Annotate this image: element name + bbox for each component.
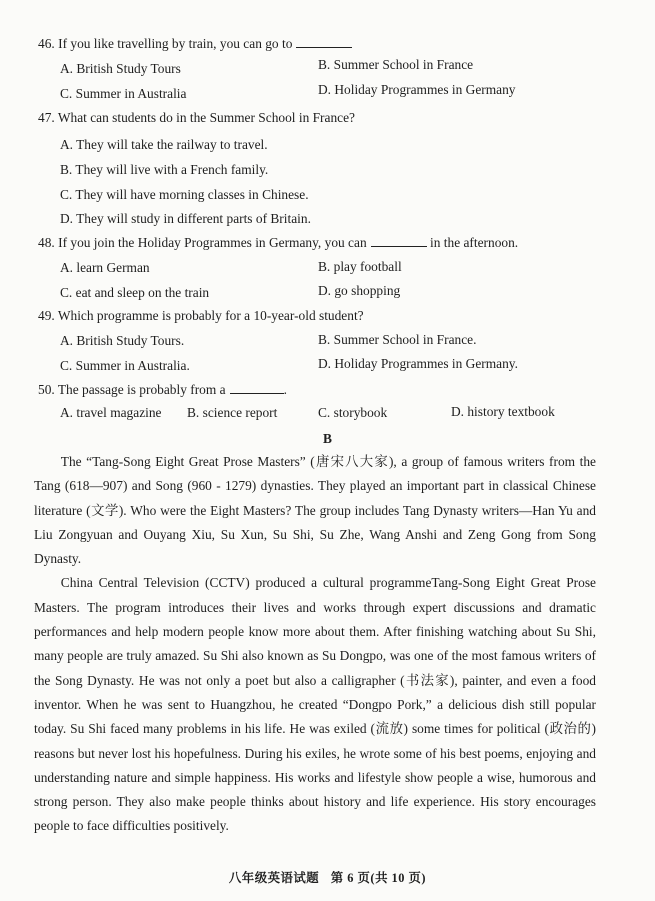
option-a: A. British Study Tours <box>60 61 181 76</box>
answer-blank <box>230 383 284 394</box>
option-c: C. eat and sleep on the train <box>60 285 210 300</box>
option-a: A. British Study Tours. <box>60 333 185 348</box>
option-d: D. history textbook <box>451 404 555 419</box>
footer-subject: 八年级英语试题 <box>228 871 320 885</box>
option-a: A. learn German <box>60 260 150 275</box>
option-d: D. Holiday Programmes in Germany. <box>318 356 518 371</box>
passage-paragraph: China Central Television (CCTV) produced a cultural programmeTang-Song Eight Great Prose Masters. The program introduces their lives and works through expert discussions and dramatic performances and help modern people know more about them. After finishing watching about Su Shi, many people are truly amazed. Su Shi also known as Su Dongpo, was one of the most famous writers of the Song Dynasty. He was not only a poet but also a calligrapher (书法家), painter, and even a food inventor. When he was sent to Huangzhou, he created “Dongpo Pork,” a delicious dish still popular today. Su Shi faced many problems in his life. He was exiled (流放) some times for political (政治的) reasons but never lost his hopefulness. During his exiles, he wrote some of his best poems, enjoying and understanding nature and simple happiness. His works and lifestyle show people a wise, humorous and strong person. They also make people thinks about history and life experience. His story encourages people to face difficulties positively. <box>34 575 596 834</box>
section-heading: B <box>323 431 332 446</box>
question-46 <box>38 36 352 52</box>
question-number: 47. <box>38 110 55 125</box>
option-c: C. Summer in Australia <box>60 86 187 101</box>
option-c: C. Summer in Australia. <box>60 358 190 373</box>
option-a: A. travel magazine <box>60 405 162 420</box>
question-text: Which programme is probably for a 10-year-old student? <box>57 308 364 323</box>
option-a: A. They will take the railway to travel. <box>60 137 268 152</box>
question-48 <box>38 235 518 251</box>
option-b: B. Summer School in France. <box>318 332 477 347</box>
question-tail: . <box>283 382 287 397</box>
option-d: D. Holiday Programmes in Germany <box>318 82 516 97</box>
reading-passage <box>34 450 596 839</box>
footer-page-number: 第 6 页(共 10 页) <box>330 871 427 885</box>
question-number: 48. <box>38 235 55 250</box>
option-d: D. They will study in different parts of Britain. <box>60 211 311 226</box>
question-47 <box>38 110 355 126</box>
question-text: If you join the Holiday Programmes in Germany, you can <box>58 235 367 250</box>
question-49 <box>38 308 364 324</box>
question-tail: in the afternoon. <box>430 235 519 250</box>
option-d: D. go shopping <box>318 283 401 298</box>
option-b: B. Summer School in France <box>318 57 474 72</box>
question-text: What can students do in the Summer School in France? <box>57 110 355 125</box>
page-footer <box>0 868 655 886</box>
option-c: C. They will have morning classes in Chinese. <box>60 187 309 202</box>
question-50 <box>38 382 287 398</box>
answer-blank <box>296 37 352 48</box>
option-b: B. They will live with a French family. <box>60 162 269 177</box>
passage-paragraph: The “Tang-Song Eight Great Prose Masters” (唐宋八大家), a group of famous writers from the Tang (618—907) and Song (960 - 1279) dynasties. They played an important part in classical Chinese literature (文学). Who were the Eight Masters? The group includes Tang Dynasty writers—Han Yu and Liu Zongyuan and Ouyang Xiu, Su Xun, Su Shi, Su Zhe, Wang Anshi and Zeng Gong from Song Dynasty. <box>34 454 596 567</box>
question-number: 50. <box>38 382 55 397</box>
option-b: B. science report <box>187 405 278 420</box>
question-number: 49. <box>38 308 55 323</box>
question-text: The passage is probably from a <box>57 382 226 397</box>
answer-blank <box>371 236 427 247</box>
option-b: B. play football <box>318 259 402 274</box>
question-number: 46. <box>38 36 55 51</box>
option-c: C. storybook <box>318 405 388 420</box>
question-text: If you like travelling by train, you can go to <box>58 36 293 51</box>
